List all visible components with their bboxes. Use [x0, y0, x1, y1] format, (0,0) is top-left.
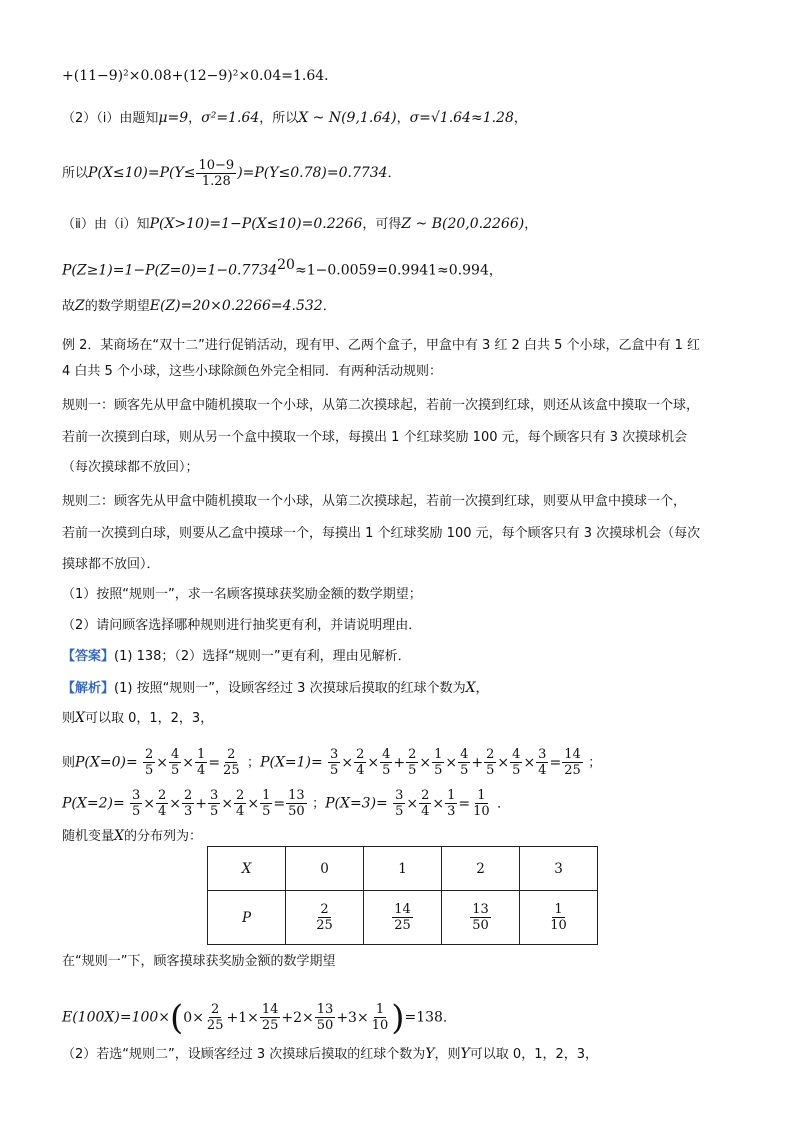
- fraction: [196, 158, 236, 189]
- answer-line: [62, 647, 754, 667]
- distribution-heading: [62, 826, 754, 847]
- numerator: 2: [320, 902, 329, 917]
- table-row: [208, 847, 598, 891]
- math: P(X=3)=: [325, 795, 388, 812]
- math: P(Z≥1)=1−P(Z=0)=1−0.7734: [62, 262, 278, 279]
- exponent: 20: [277, 257, 295, 273]
- fraction: [182, 788, 194, 819]
- denominator: 1.28: [201, 174, 231, 189]
- denominator: 5: [408, 763, 417, 778]
- numerator: 2: [184, 788, 193, 803]
- math: X ~ N(9,1.64): [298, 110, 397, 126]
- text: ；: [312, 796, 326, 812]
- rule-1-line-2: 若前一次摸到白球，则从另一个盒中摸取一个球，每摸出 1 个红球奖励 100 元，每个顾客只有 3 次摸球机会: [62, 430, 688, 445]
- line-prob-x-le-10: [62, 158, 754, 189]
- values-line: [62, 708, 754, 729]
- fraction: [536, 747, 548, 778]
- numerator: 1: [197, 747, 206, 762]
- fraction: [510, 747, 522, 778]
- numerator: 2: [356, 747, 365, 762]
- table-cell: [286, 891, 364, 945]
- numerator: 1: [477, 788, 486, 803]
- numerator: 10−9: [198, 158, 235, 173]
- table-header-cell: 3: [520, 847, 598, 891]
- fraction: [445, 788, 457, 819]
- table-header-cell: X: [208, 847, 286, 891]
- table-header-cell: 1: [364, 847, 442, 891]
- table-cell: [442, 891, 520, 945]
- numerator: 14: [394, 902, 411, 917]
- denominator: 5: [486, 763, 495, 778]
- math: Y: [425, 1046, 435, 1062]
- fraction: [470, 902, 491, 933]
- numerator: 2: [211, 1002, 220, 1017]
- numerator: 4: [382, 747, 391, 762]
- denominator: 5: [460, 763, 469, 778]
- paren: (: [170, 998, 184, 1038]
- text: 可以取 0，1，2，3，: [84, 711, 214, 726]
- text: +(11−9)²×0.08+(12−9)²×0.04=1.64．: [62, 68, 339, 84]
- denominator: 25: [261, 1018, 279, 1033]
- line-binomial: [62, 214, 754, 235]
- line-px2-px3: [62, 788, 754, 819]
- denominator: 5: [262, 804, 271, 819]
- numerator: 14: [261, 1002, 279, 1017]
- table-row: [208, 891, 598, 945]
- text: ，: [524, 217, 538, 232]
- denominator: 4: [158, 804, 167, 819]
- math: E(Z)=20×0.2266=4.532: [149, 298, 323, 314]
- rule-2-line-2: 若前一次摸到白球，则要从乙盒中摸球一个，每摸出 1 个红球奖励 100 元，每个顾客只有 3 次摸球机会（每次: [62, 526, 701, 541]
- fraction: [195, 747, 207, 778]
- fraction: [205, 1002, 226, 1033]
- fraction: [314, 902, 335, 933]
- formula-px1: $\frac{3}{5}$ × $\frac{2}{4}$ × $\frac{4}{5}$ + $\frac{2}{5}$ × $\frac{1}{5}$ × $\frac{4}{5}$ + $\frac{2}{5}$ × $\frac{4}{5}$ × $\frac{3}{4}$ = $\frac{14}{25}$: [330, 747, 581, 778]
- math: μ=9: [158, 110, 189, 126]
- fraction: [484, 747, 496, 778]
- line-expectation-100x: [62, 998, 754, 1038]
- denominator: 5: [145, 763, 154, 778]
- denominator: 5: [171, 763, 180, 778]
- text: ，则: [434, 1047, 461, 1062]
- analysis-tag: 【解析】: [62, 681, 115, 696]
- numerator: 4: [460, 747, 469, 762]
- fraction: [260, 788, 272, 819]
- text: ，: [396, 111, 410, 126]
- text: （ⅱ）由（ⅰ）知: [62, 217, 150, 232]
- text: ；: [247, 755, 261, 771]
- denominator: 25: [206, 1018, 224, 1033]
- fraction: [286, 788, 307, 819]
- text: ，可得: [362, 217, 402, 232]
- fraction: [208, 788, 220, 819]
- formula-px2: $\frac{3}{5}$ × $\frac{2}{4}$ × $\frac{2}{3}$ + $\frac{3}{5}$ × $\frac{2}{4}$ × $\frac{1}{5}$ = $\frac{13}{50}$: [131, 788, 305, 819]
- numerator: 2: [145, 747, 154, 762]
- fraction: [354, 747, 366, 778]
- denominator: 4: [356, 763, 365, 778]
- table-header-cell: 2: [442, 847, 520, 891]
- numerator: 13: [316, 1002, 334, 1017]
- line-px0-px1: [62, 747, 754, 778]
- fraction: [260, 1002, 281, 1033]
- line-expectation-z: [62, 296, 754, 317]
- numerator: 4: [171, 747, 180, 762]
- table-cell: [364, 891, 442, 945]
- denominator: 4: [421, 804, 430, 819]
- denominator: 3: [447, 804, 456, 819]
- numerator: 4: [512, 747, 521, 762]
- math: X: [465, 680, 476, 696]
- table-header-cell: 0: [286, 847, 364, 891]
- table-cell: [520, 891, 598, 945]
- math: P(X=1)=: [260, 754, 323, 771]
- fraction: [328, 747, 340, 778]
- denominator: 50: [472, 918, 489, 933]
- fraction: [392, 902, 413, 933]
- math: =138: [404, 1009, 443, 1026]
- fraction: [562, 747, 583, 778]
- text: ；: [588, 755, 602, 771]
- text: （2）若选“规则二”，设顾客经过 3 次摸球后摸取的红球个数为: [62, 1047, 426, 1062]
- rule-1-line-1: 规则一：顾客先从甲盒中随机摸取一个小球，从第二次摸球起，若前一次摸到红球，则还从该盒中摸取一个球，: [62, 398, 700, 413]
- numerator: 1: [434, 747, 443, 762]
- denominator: 4: [236, 804, 245, 819]
- denominator: 10: [550, 918, 567, 933]
- rule-2-line-3: 摸球都不放回）．: [62, 557, 160, 572]
- numerator: 3: [330, 747, 339, 762]
- math: P(X=2)=: [62, 795, 125, 812]
- question-2: （2）请问顾客选择哪种规则进行抽奖更有利，并请说明理由．: [62, 618, 422, 633]
- expectation-heading: 在“规则一”下，顾客摸球获奖励金额的数学期望: [62, 954, 336, 969]
- table-row-label: P: [208, 891, 286, 945]
- denominator: 5: [434, 763, 443, 778]
- fraction: [156, 788, 168, 819]
- denominator: 50: [288, 804, 305, 819]
- math: Y: [460, 1046, 470, 1062]
- denominator: 10: [473, 804, 490, 819]
- text: 则: [62, 755, 76, 771]
- math: X: [75, 710, 85, 726]
- math: P(X=0)=: [75, 754, 138, 771]
- fraction: [169, 747, 181, 778]
- text: 的分布列为：: [123, 829, 202, 844]
- denominator: 5: [210, 804, 219, 819]
- numerator: 3: [210, 788, 219, 803]
- numerator: 2: [236, 788, 245, 803]
- rule-2-analysis-line: [62, 1044, 754, 1065]
- text: ，: [488, 263, 502, 279]
- text: (1) 按照“规则一”，设顾客经过 3 次摸球后摸取的红球个数为: [114, 681, 466, 696]
- math: Z ~ B(20,0.2266): [401, 216, 525, 232]
- denominator: 25: [564, 763, 581, 778]
- denominator: 3: [184, 804, 193, 819]
- fraction: [548, 902, 569, 933]
- math: ≈1−0.0059=0.9941≈0.994: [294, 262, 489, 279]
- math: E(100X)=100×: [62, 1009, 171, 1026]
- denominator: 25: [316, 918, 333, 933]
- numerator: 14: [564, 747, 581, 762]
- formula-expectation: 0× $\frac{2}{25}$ +1× $\frac{14}{25}$ +2× $\frac{13}{50}$ +3× $\frac{1}{10}$: [183, 1002, 389, 1033]
- fraction: [406, 747, 418, 778]
- math: Z: [75, 298, 85, 314]
- fraction: [380, 747, 392, 778]
- text: 所以: [62, 166, 89, 181]
- numerator: 1: [375, 1002, 385, 1017]
- fraction: [393, 788, 405, 819]
- fraction: [221, 747, 242, 778]
- math: σ²=1.64: [201, 110, 260, 126]
- numerator: 13: [288, 788, 305, 803]
- fraction: [315, 1002, 336, 1033]
- text: 的数学期望: [84, 299, 150, 314]
- text: ．: [497, 796, 511, 812]
- numerator: 2: [158, 788, 167, 803]
- text: (1) 138；（2）选择“规则一”更有利，理由见解析．: [114, 649, 411, 664]
- formula-px0: $\frac{2}{5}$ × $\frac{4}{5}$ × $\frac{1}{4}$ = $\frac{2}{25}$: [145, 747, 240, 778]
- math: σ=√1.64≈1.28: [409, 110, 514, 126]
- numerator: 2: [227, 747, 236, 762]
- math: X: [114, 828, 124, 844]
- text: ，: [513, 111, 527, 126]
- math: )=P(Y≤0.78)=0.7734: [237, 165, 388, 181]
- text: 随机变量: [62, 829, 115, 844]
- fraction: [432, 747, 444, 778]
- numerator: 3: [131, 788, 141, 803]
- fraction: [130, 788, 142, 819]
- numerator: 1: [262, 788, 271, 803]
- line-prob-z: [62, 255, 754, 282]
- text: 可以取 0，1，2，3，: [469, 1047, 599, 1062]
- rule-1-line-3: （每次摸球都不放回）；: [62, 460, 199, 475]
- text: ．: [442, 1010, 456, 1026]
- denominator: 5: [395, 804, 404, 819]
- text: ．: [387, 166, 401, 181]
- numerator: 1: [447, 788, 456, 803]
- text: ，: [188, 111, 202, 126]
- analysis-line: [62, 678, 754, 699]
- fraction: [370, 1002, 391, 1033]
- example-2-line-1: 例 2．某商场在“双十二”进行促销活动，现有甲、乙两个盒子，甲盒中有 3 红 2 白共 5 个小球，乙盒中有 1 红: [62, 338, 701, 353]
- text: ，: [475, 681, 489, 696]
- numerator: 1: [554, 902, 563, 917]
- denominator: 10: [371, 1018, 389, 1033]
- numerator: 3: [538, 747, 547, 762]
- text: 则: [62, 711, 76, 726]
- formula-px3: $\frac{3}{5}$ × $\frac{2}{4}$ × $\frac{1}{3}$ = $\frac{1}{10}$: [395, 788, 490, 819]
- distribution-table: [207, 846, 598, 945]
- denominator: 50: [316, 1018, 334, 1033]
- math: P(X≤10)=P(Y≤: [88, 165, 196, 181]
- text: 故: [62, 299, 76, 314]
- denominator: 25: [223, 763, 240, 778]
- denominator: 5: [330, 763, 339, 778]
- fraction: [471, 788, 492, 819]
- question-1: （1）按照“规则一”，求一名顾客摸球获奖励金额的数学期望；: [62, 587, 422, 602]
- math: P(X>10)=1−P(X≤10)=0.2266: [149, 216, 363, 232]
- numerator: 3: [395, 788, 404, 803]
- denominator: 25: [394, 918, 411, 933]
- text: （2）（ⅰ）由题知: [62, 111, 159, 126]
- fraction: [143, 747, 155, 778]
- fraction: [234, 788, 246, 819]
- text: ，所以: [259, 111, 299, 126]
- numerator: 2: [421, 788, 430, 803]
- numerator: 2: [408, 747, 417, 762]
- paren: ): [391, 998, 405, 1038]
- denominator: 5: [382, 763, 391, 778]
- numerator: 13: [472, 902, 489, 917]
- denominator: 5: [131, 804, 141, 819]
- numerator: 2: [486, 747, 495, 762]
- fraction: [419, 788, 431, 819]
- line-normal-params: [62, 108, 754, 129]
- line-variance-end: [62, 66, 754, 86]
- denominator: 4: [538, 763, 547, 778]
- answer-tag: 【答案】: [62, 649, 115, 664]
- rule-2-line-1: 规则二：顾客先从甲盒中随机摸取一个小球，从第二次摸球起，若前一次摸到红球，则要从甲盒中摸球一个，: [62, 494, 687, 509]
- fraction: [458, 747, 470, 778]
- denominator: 5: [512, 763, 521, 778]
- denominator: 4: [197, 763, 206, 778]
- text: ．: [322, 299, 336, 314]
- example-2-line-2: 4 白共 5 个小球，这些小球除颜色外完全相同．有两种活动规则：: [62, 364, 442, 379]
